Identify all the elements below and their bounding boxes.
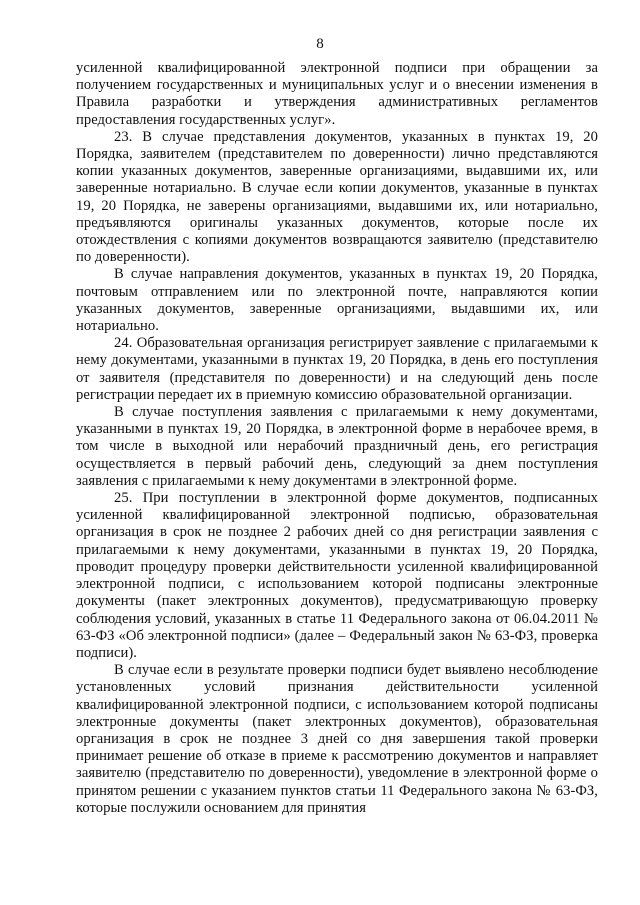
- paragraph-mail-submission: В случае направления документов, указанных в пунктах 19, 20 Порядка, почтовым отправлением или по электронной почте, направляются копии указанных документов, заверенные организациями, выдавшими их, или нотариально.: [76, 266, 598, 335]
- page-number: 8: [316, 36, 324, 52]
- paragraph-electronic-nonworking-time: В случае поступления заявления с прилагаемыми к нему документами, указанными в пунктах 19, 20 Порядка, в электронной форме в нерабочее время, в том числе в выходной или нерабочий праздничный день, его регистрация осуществляется в первый рабочий день, следующий за днем поступления заявления с прилагаемыми к нему документами в электронной форме.: [76, 404, 598, 489]
- document-body: [76, 60, 598, 817]
- paragraph-item-25: 25. При поступлении в электронной форме документов, подписанных усиленной квалифицированной электронной подписью, образовательная организация в срок не позднее 2 рабочих дней со дня регистрации заявления с прилагаемыми к нему документами, указанными в пунктах 19, 20 Порядка, проводит процедуру проверки действительности усиленной квалифицированной электронной подписи, с использованием которой подписаны электронные документы (пакет электронных документов), предусматривающую проверку соблюдения условий, указанных в статье 11 Федерального закона от 06.04.2011 № 63-ФЗ «Об электронной подписи» (далее – Федеральный закон № 63-ФЗ, проверка подписи).: [76, 490, 598, 661]
- paragraph-item-24: 24. Образовательная организация регистрирует заявление с прилагаемыми к нему документами, указанными в пунктах 19, 20 Порядка, в день его поступления от заявителя (представителя по доверенности) и на следующий день после регистрации передает их в приемную комиссию образовательной организации.: [76, 335, 598, 403]
- paragraph-signature-check-failure: В случае если в результате проверки подписи будет выявлено несоблюдение установленных условий признания действительности усиленной квалифицированной электронной подписи, с использованием которой подписаны электронные документы (пакет электронных документов), образовательная организация в срок не позднее 3 дней со дня завершения такой проверки принимает решение об отказе в приеме к рассмотрению документов и направляет заявителю (представителю по доверенности), уведомление в электронной форме о принятом решении с указанием пунктов статьи 11 Федерального закона № 63-ФЗ, которые послужили основанием для принятия: [76, 662, 598, 816]
- paragraph-continuation: усиленной квалифицированной электронной подписи при обращении за получением государственных и муниципальных услуг и о внесении изменения в Правила разработки и утверждения административных регламентов предоставления государственных услуг».: [76, 60, 598, 128]
- paragraph-item-23: 23. В случае представления документов, указанных в пунктах 19, 20 Порядка, заявителем (представителем по доверенности) лично представляются копии указанных документов, заверенные организациями, выдавшими их, или заверенные нотариально. В случае если копии документов, указанные в пунктах 19, 20 Порядка, не заверены организациями, выдавшими их, или нотариально, предъявляются оригиналы указанных документов, которые после их отождествления с копиями документов возвращаются заявителю (представителю по доверенности).: [76, 128, 598, 266]
